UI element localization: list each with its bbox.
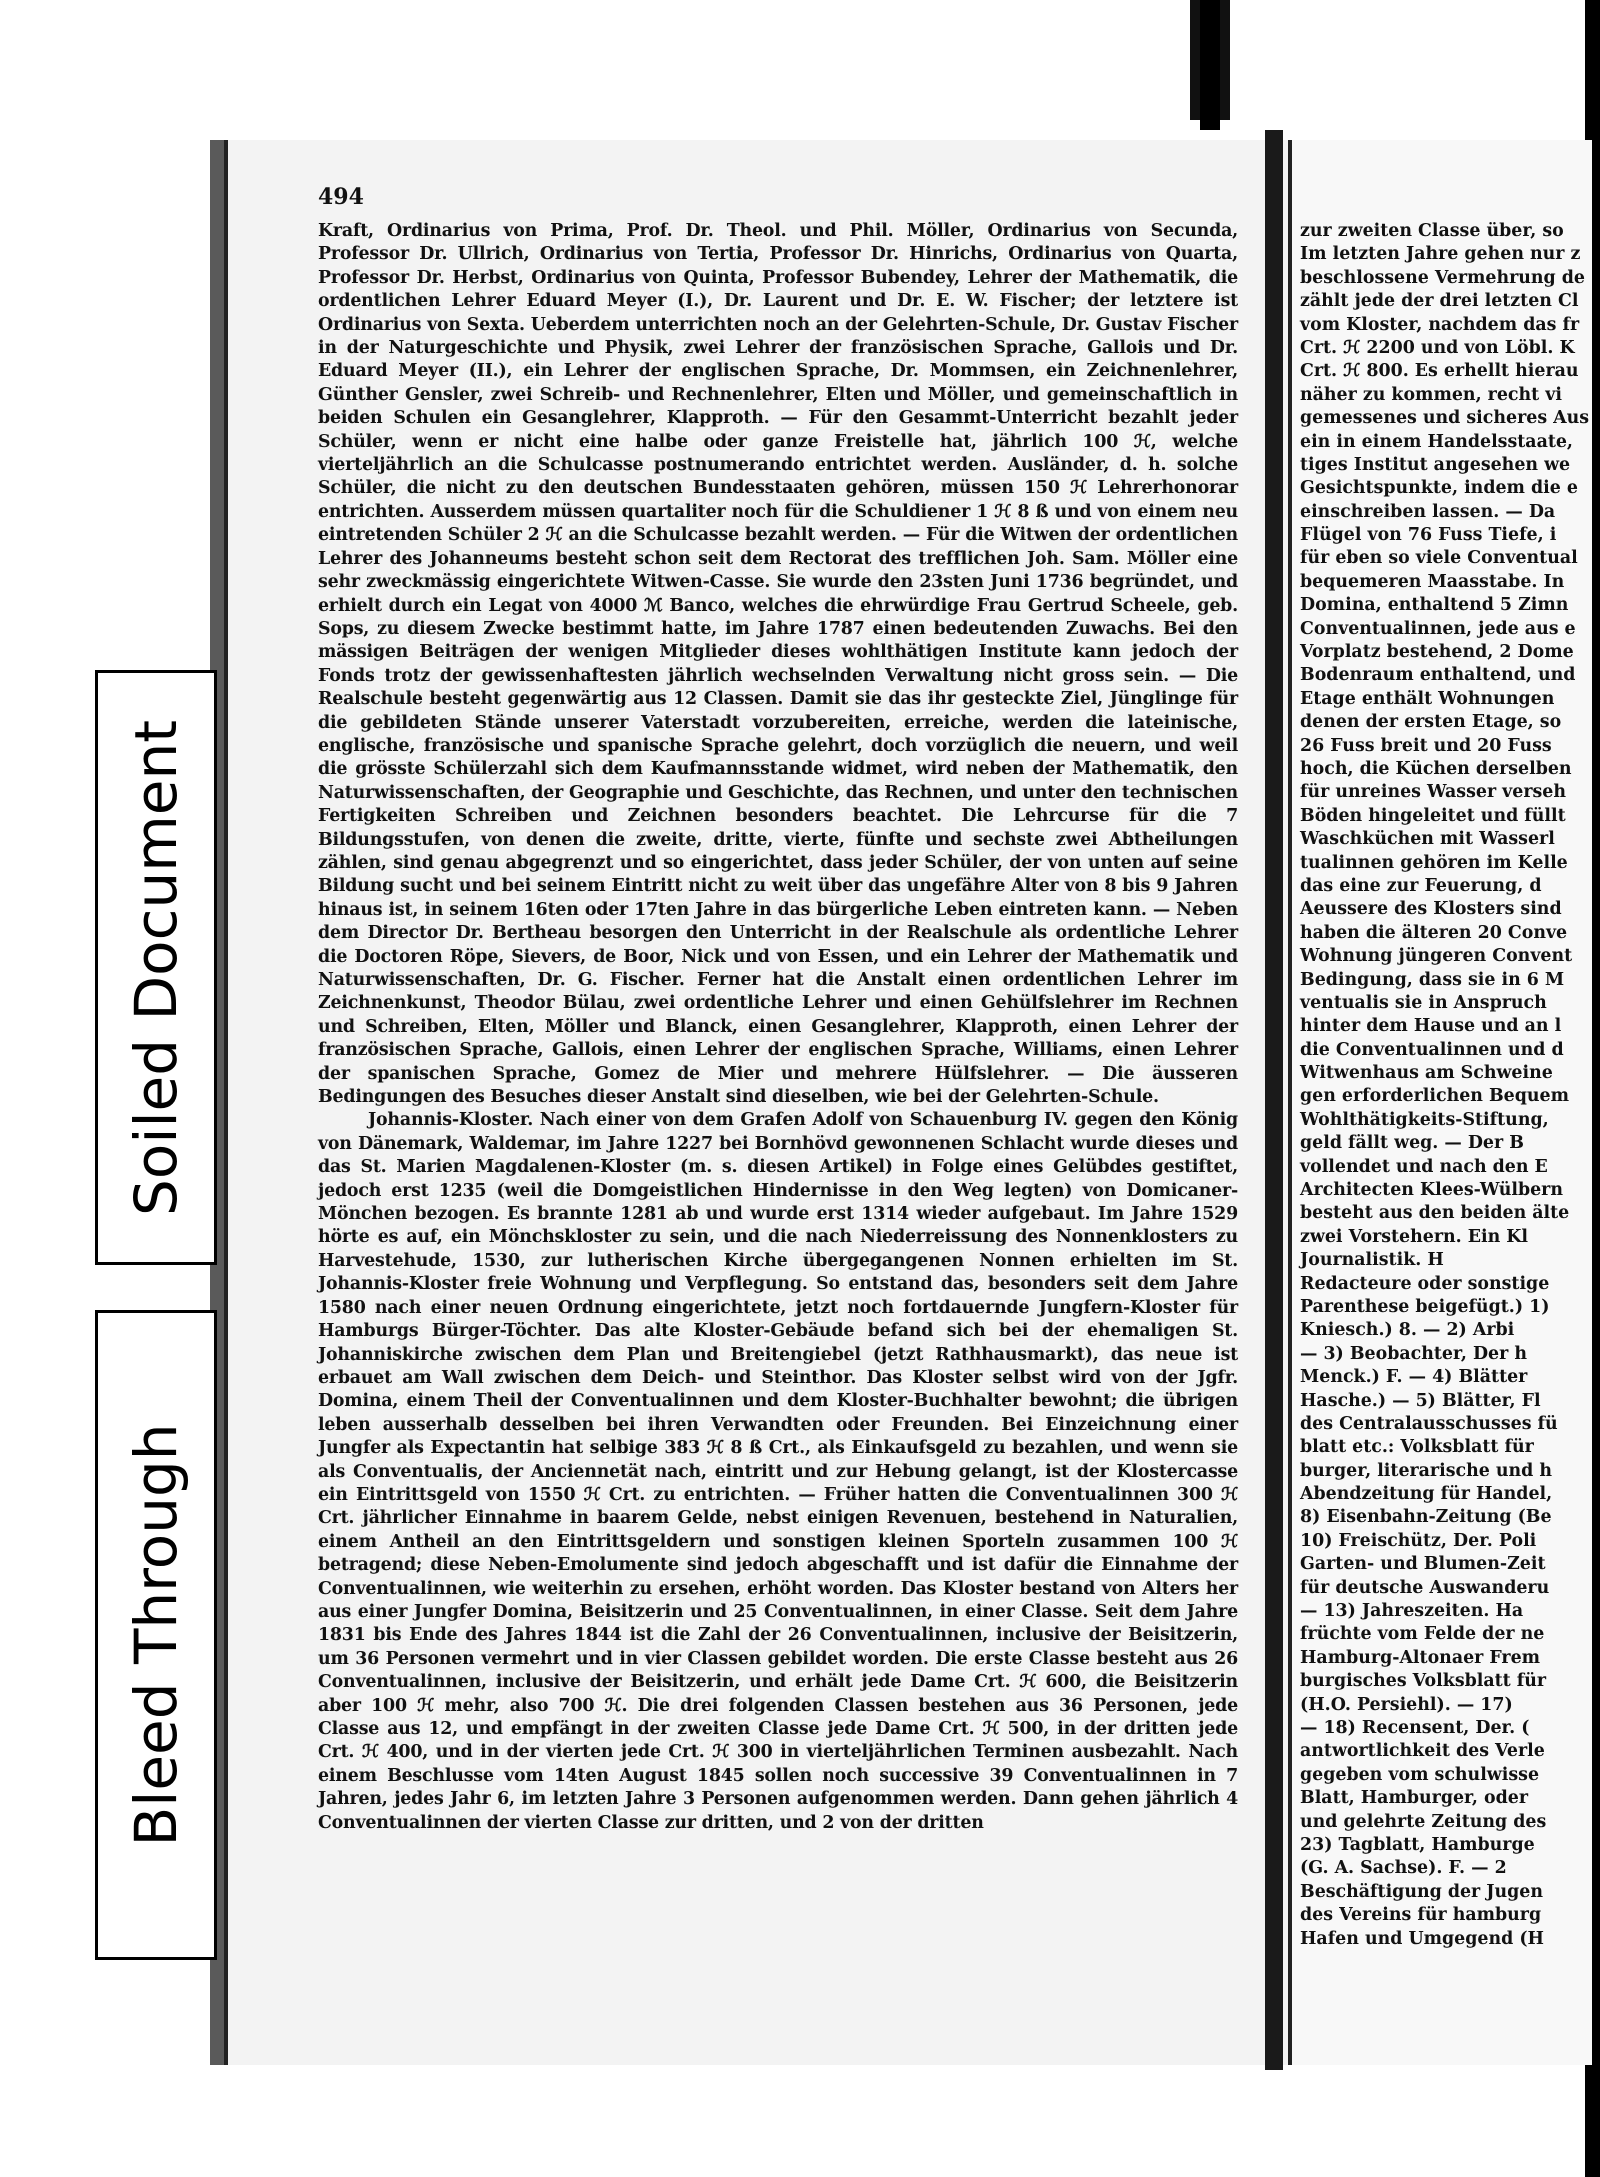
right-column-line: 10) Freischütz, Der. Poli [1300, 1530, 1537, 1551]
right-column-line: die Conventualinnen und d [1300, 1039, 1564, 1060]
right-column-line: besteht aus den beiden älte [1300, 1203, 1570, 1224]
right-column-line: Abendzeitung für Handel, [1300, 1484, 1553, 1505]
right-column-line: Redacteure oder sonstige [1300, 1273, 1550, 1294]
scan-edge-top-dark [1200, 0, 1220, 130]
right-column-line: — 13) Jahreszeiten. Ha [1300, 1601, 1524, 1622]
right-column-line: Garten- und Blumen-Zeit [1300, 1554, 1546, 1575]
right-column-line: früchte vom Felde der ne [1300, 1624, 1545, 1645]
right-column-line: das eine zur Feuerung, d [1300, 875, 1542, 896]
right-column-line: und gelehrte Zeitung des [1300, 1811, 1547, 1832]
right-column-line: Hamburg-Altonaer Frem [1300, 1647, 1541, 1668]
right-column-line: Hafen und Umgegend (H [1300, 1928, 1544, 1949]
right-column-line: blatt etc.: Volksblatt für [1300, 1437, 1534, 1458]
right-column-line: Journalistik. H [1300, 1250, 1444, 1271]
right-column-line: tiges Institut angesehen we [1300, 454, 1571, 475]
right-column-line: des Vereins für hamburg [1300, 1905, 1542, 1926]
right-column-line: Beschäftigung der Jugen [1300, 1881, 1544, 1902]
right-column-line: burgisches Volksblatt für [1300, 1671, 1547, 1692]
right-column-line: für deutsche Auswanderu [1300, 1577, 1550, 1598]
right-column-line: Crt. ℋ 2200 und von Löbl. K [1300, 337, 1575, 358]
paragraph-schools: Kraft, Ordinarius von Prima, Prof. Dr. Theol. und Phil. Möller, Ordinarius von Secunda, Professor Dr. Ullrich, Ordinarius von Tertia, Professor Dr. Hinrichs, Ordinarius von Quarta, Professor Dr. Herbst, Ordinarius von Quinta, Professor Bubendey, Lehrer der Mathematik, die ordentlichen Lehrer Eduard Meyer (I.), Dr. Laurent und Dr. E. W. Fischer; der letztere ist Ordinarius von Sexta. Ueberdem unterrichten noch an der Gelehrten-Schule, Dr. Gustav Fischer in der Naturgeschichte und Physik, zwei Lehrer der französischen Sprache, Gallois und Dr. Eduard Meyer (II.), ein Lehrer der englischen Sprache, Dr. Mommsen, ein Zeichnenlehrer, Günther Gensler, zwei Schreib- und Rechnenlehrer, Elten und Möller, und gemeinschaftlich in beiden Schulen ein Gesanglehrer, Klapproth. — Für den Gesammt-Unterricht bezahlt jeder Schüler, wenn er nicht eine halbe oder ganze Freistelle hat, jährlich 100 ℋ, welche vierteljährlich an die Schulcasse postnumerando entrichtet werden. Ausländer, d. h. solche Schüler, die nicht zu den deutschen Bundesstaaten gehören, müssen 150 ℋ Lehrerhonorar entrichten. Ausserdem müssen quartaliter noch für die Schuldiener 1 ℋ 8 ß und von einem neu eintretenden Schüler 2 ℋ an die Schulcasse bezahlt werden. — Für die Witwen der ordentlichen Lehrer des Johanneums besteht schon seit dem Rectorat des trefflichen Joh. Sam. Möller eine sehr zweckmässig eingerichtete Witwen-Casse. Sie wurde den 23sten Juni 1736 begründet, und erhielt durch ein Legat von 4000 ℳ Banco, welches die ehrwürdige Frau Gertrud Scheele, geb. Sops, zu diesem Zwecke bestimmt hatte, im Jahre 1787 einen bedeutenden Zuwachs. Bei den mässigen Beiträgen der wenigen Mitglieder dieses wohlthätigen Institute kann jedoch der Fonds trotz der gewissenhaftesten jährlich wechselnden Verwaltung nicht gross sein. — Die Realschule besteht gegenwärtig aus 12 Classen. Damit sie das ihr gesteckte Ziel, Jünglinge für die gebildeten Stände unserer Vaterstadt vorzubereiten, erreiche, werden die lateinische, englische, französische und spanische Sprache gelehrt, doch vorzüglich die neuern, und weil die grösste Schülerzahl sich dem Kaufmannsstande widmet, wird neben der Mathematik, den Naturwissenschaften, der Geographie und Geschichte, das Rechnen, und unter den technischen Fertigkeiten Schreiben und Zeichnen besonders beachtet. Die Lehrcurse für die 7 Bildungsstufen, von denen die zweite, dritte, vierte, fünfte und sechste zwei Abtheilungen zählen, sind genau abgegrenzt und so eingerichtet, dass jeder Schüler, der von unten auf seine Bildung sucht und bei seinem Eintritt nicht zu weit über das ungefähre Alter von 8 bis 9 Jahren hinaus ist, in seinem 16ten oder 17ten Jahre in das bürgerliche Leben eintreten kann. — Neben dem Director Dr. Bertheau besorgen den Unterricht in der Realschule als ordentliche Lehrer die Doctoren Röpe, Sievers, de Boor, Nick und von Essen, und ein Lehrer der Mathematik und Naturwissenschaften, Dr. G. Fischer. Ferner hat die Anstalt einen ordentlichen Lehrer im Zeichnenkunst, Theodor Bülau, zwei ordentliche Lehrer und einen Gehülfslehrer im Rechnen und Schreiben, Elten, Möller und Blanck, einen Gesanglehrer, Klapproth, einen Lehrer der französischen Sprache, Gallois, einen Lehrer der englischen Sprache, Williams, einen Lehrer der spanischen Sprache, Gomez de Mier und mehrere Hülfslehrer. — Die äusseren Bedingungen des Besuches dieser Anstalt sind dieselben, wie bei der Gelehrten-Schule. [318, 221, 1238, 1108]
right-column-line: Gesichtspunkte, indem die e [1300, 478, 1578, 499]
right-column-line: einschreiben lassen. — Da [1300, 501, 1556, 522]
right-column-line: Waschküchen mit Wasserl [1300, 829, 1555, 850]
right-column-line: Witwenhaus am Schweine [1300, 1063, 1553, 1084]
right-column-line: hoch, die Küchen derselben [1300, 758, 1572, 779]
paragraph-johannis-kloster: Johannis-Kloster. Nach einer von dem Grafen Adolf von Schauenburg IV. gegen den König von Dänemark, Waldemar, im Jahre 1227 bei Bornhövd gewonnenen Schlacht wurde dieses und das St. Marien Magdalenen-Kloster (m. s. diesen Artikel) in Folge eines Gelübdes gestiftet, jedoch erst 1235 (weil die Domgeistlichen Hindernisse in den Weg legten) von Domicaner-Mönchen bezogen. Es brannte 1281 ab und wurde erst 1314 wieder aufgebaut. Im Jahre 1529 hörte es auf, ein Mönchskloster zu sein, und die nach Niederreissung des Nonnenklosters zu Harvestehude, 1530, zur lutherischen Kirche übergegangenen Nonnen erhielten im St. Johannis-Kloster freie Wohnung und Verpflegung. So entstand das, besonders seit dem Jahre 1580 nach einer neuen Ordnung eingerichtete, jetzt noch fortdauernde Jungfern-Kloster für Hamburgs Bürger-Töchter. Das alte Kloster-Gebäude befand sich bei der ehemaligen St. Johanniskirche zwischen dem Plan und Breitengiebel (jetzt Rathhausmarkt), das neue ist erbauet am Wall zwischen dem Deich- und Steinthor. Das Kloster selbst wird von der Jgfr. Domina, einem Theil der Conventualinnen und dem Kloster-Buchhalter bewohnt; die übrigen leben ausserhalb desselben bei ihren Verwandten oder Freunden. Bei Einzeichnung einer Jungfer als Expectantin hat selbige 383 ℋ 8 ß Crt., als Einkaufsgeld zu bezahlen, und wenn sie als Conventualis, der Anciennetät nach, eintritt und zur Hebung gelangt, ist der Klostercasse ein Eintrittsgeld von 1550 ℋ Crt. zu entrichten. — Früher hatten die Conventualinnen 300 ℋ Crt. jährlicher Einnahme in baarem Gelde, nebst einigen Revenuen, bestehend in Naturalien, einem Antheil an den Eintrittsgeldern und sonstigen kleinen Sporteln zusammen 100 ℋ betragend; diese Neben-Emolumente sind jedoch abgeschafft und ist dafür die Einnahme der Conventualinnen, wie weiterhin zu ersehen, erhöht worden. Das Kloster bestand von Alters her aus einer Jungfer Domina, Beisitzerin und 25 Conventualinnen, in einer Classe. Seit dem Jahre 1831 bis Ende des Jahres 1844 ist die Zahl der 26 Conventualinnen, inclusive der Beisitzerin, um 36 Personen vermehrt und in vier Classen gebildet worden. Die erste Classe besteht aus 26 Conventualinnen, inclusive der Beisitzerin, und erhält jede Dame Crt. ℋ 600, die Beisitzerin aber 100 ℋ mehr, also 700 ℋ. Die drei folgenden Classen bestehen aus 36 Personen, jede Classe aus 12, und empfängt in der zweiten Classe jede Dame Crt. ℋ 500, in der dritten jede Crt. ℋ 400, und in der vierten jede Crt. ℋ 300 in vierteljährlichen Terminen ausbezahlt. Nach einem Beschlusse vom 14ten August 1845 sollen noch successive 39 Conventualinnen in 7 Jahren, jedes Jahr 6, im letzten Jahre 3 Personen aufgenommen werden. Dann gehen jährlich 4 Conventualinnen der vierten Classe zur dritten, und 2 von der dritten [318, 1110, 1238, 1833]
right-column-line: Wohnung jüngeren Convent [1300, 946, 1573, 967]
right-column-line: gegeben vom schulwisse [1300, 1764, 1540, 1785]
right-column-line: — 3) Beobachter, Der h [1300, 1343, 1527, 1364]
soiled-document-label-text: Soiled Document [122, 719, 190, 1216]
right-column-line: Aeussere des Klosters sind [1300, 899, 1562, 920]
right-column-line: Bedingung, dass sie in 6 M [1300, 969, 1565, 990]
right-column-line: gen erforderlichen Bequem [1300, 1086, 1570, 1107]
right-column-line: hinter dem Hause und an l [1300, 1016, 1562, 1037]
right-column-line: vollendet und nach den E [1300, 1156, 1548, 1177]
right-column-line: zwei Vorstehern. Ein Kl [1300, 1226, 1529, 1247]
right-column-line: denen der ersten Etage, so [1300, 712, 1562, 733]
right-column-line: Menck.) F. — 4) Blätter [1300, 1367, 1528, 1388]
right-column-line: 26 Fuss breit und 20 Fuss [1300, 735, 1552, 756]
right-column-line: burger, literarische und h [1300, 1460, 1552, 1481]
page-gutter [1265, 130, 1283, 2070]
right-column-line: Parenthese beigefügt.) 1) [1300, 1296, 1550, 1317]
right-column-line: (H.O. Persiehl). — 17) [1300, 1694, 1513, 1715]
right-column-line: näher zu kommen, recht vi [1300, 384, 1562, 405]
right-column-line: Vorplatz bestehend, 2 Dome [1300, 642, 1574, 663]
right-column-line: ein in einem Handelsstaate, [1300, 431, 1573, 452]
right-column-line: zählt jede der drei letzten Cl [1300, 291, 1579, 312]
right-column-line: Im letzten Jahre gehen nur z [1300, 244, 1581, 265]
right-column-line: Conventualinnen, jede aus e [1300, 618, 1576, 639]
right-column-line: vom Kloster, nachdem das fr [1300, 314, 1580, 335]
right-column-line: Crt. ℋ 800. Es erhellt hierau [1300, 361, 1579, 382]
page-number: 494 [318, 184, 364, 210]
right-column-line: Böden hingeleitet und füllt [1300, 805, 1566, 826]
right-column-line: (G. A. Sachse). F. — 2 [1300, 1858, 1507, 1879]
right-column-line: Domina, enthaltend 5 Zimn [1300, 595, 1569, 616]
right-column-line: geld fällt weg. — Der B [1300, 1133, 1524, 1154]
right-column-line: haben die älteren 20 Conve [1300, 922, 1568, 943]
right-column-line: Architecten Klees-Wülbern [1300, 1180, 1563, 1201]
right-column-line: für eben so viele Conventual [1300, 548, 1578, 569]
right-column-line: Blatt, Hamburger, oder [1300, 1788, 1529, 1809]
bleed-through-label [95, 1310, 217, 1960]
right-column-line: Hasche.) — 5) Blätter, Fl [1300, 1390, 1541, 1411]
right-column-line: antwortlichkeit des Verle [1300, 1741, 1545, 1762]
right-column-line: Bodenraum enthaltend, und [1300, 665, 1576, 686]
right-column-line: Kniesch.) 8. — 2) Arbi [1300, 1320, 1515, 1341]
right-column-line: 8) Eisenbahn-Zeitung (Be [1300, 1507, 1552, 1528]
right-column-line: Wohlthätigkeits-Stiftung, [1300, 1109, 1549, 1130]
right-column-line: des Centralausschusses fü [1300, 1413, 1558, 1434]
right-column-line: bequemeren Maasstabe. In [1300, 571, 1565, 592]
soiled-document-label [95, 670, 217, 1265]
right-column-line: beschlossene Vermehrung de [1300, 267, 1585, 288]
right-column-line: 23) Tagblatt, Hamburge [1300, 1834, 1535, 1855]
right-column-line: Etage enthält Wohnungen [1300, 688, 1555, 709]
right-column-line: ventualis sie in Anspruch [1300, 992, 1547, 1013]
left-column-text [318, 220, 1238, 1835]
right-column-line: gemessenes und sicheres Aus [1300, 408, 1590, 429]
right-column-line: — 18) Recensent, Der. ( [1300, 1718, 1530, 1738]
right-column-line: tualinnen gehören im Kelle [1300, 852, 1568, 873]
right-column-line: Flügel von 76 Fuss Tiefe, i [1300, 525, 1557, 546]
right-column-text [1300, 220, 1600, 1951]
right-column-line: für unreines Wasser verseh [1300, 782, 1566, 803]
bleed-through-label-text: Bleed Through [122, 1423, 190, 1847]
right-column-line: zur zweiten Classe über, so [1300, 221, 1564, 241]
